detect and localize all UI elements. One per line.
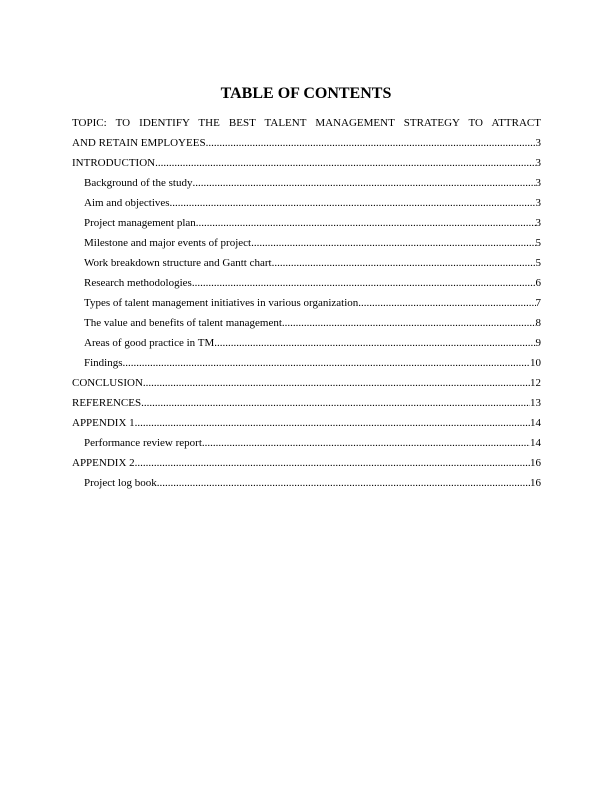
toc-page-number: 7 (535, 297, 541, 309)
toc-page-number: 3 (535, 157, 541, 169)
dot-leader (214, 336, 535, 351)
toc-page-number: 5 (535, 257, 541, 269)
toc-entry-label: Performance review report (84, 437, 202, 449)
toc-entry-milestone-and-major-events[interactable] (72, 236, 541, 251)
toc-page-number: 16 (530, 457, 541, 469)
toc-entry-label: Background of the study (84, 177, 193, 189)
toc-entry-introduction[interactable] (72, 156, 541, 171)
toc-entry-label: Milestone and major events of project (84, 237, 252, 249)
toc-entry-label: Project management plan (84, 217, 196, 229)
dot-leader (135, 456, 530, 471)
dot-leader (282, 316, 536, 331)
toc-entry-label: The value and benefits of talent management (84, 317, 282, 329)
toc-page-number: 9 (535, 337, 541, 349)
toc-entry-label: Project log book (84, 477, 157, 489)
toc-entry-background-of-the-study[interactable] (72, 176, 541, 191)
toc-page-number: 12 (530, 377, 541, 389)
toc-entry-and-retain-employees[interactable] (72, 136, 541, 151)
table-of-contents (72, 116, 541, 496)
toc-page-number: 8 (535, 317, 541, 329)
dot-leader (206, 136, 536, 151)
toc-page-number: 10 (530, 357, 541, 369)
toc-page-number: 14 (530, 437, 541, 449)
toc-entry-appendix-1[interactable] (72, 416, 541, 431)
toc-page-number: 14 (530, 417, 541, 429)
toc-page-number: 3 (535, 177, 541, 189)
toc-page-number: 16 (530, 477, 541, 489)
toc-entry-performance-review-report[interactable] (72, 436, 541, 451)
toc-entry-research-methodologies[interactable] (72, 276, 541, 291)
dot-leader (192, 176, 535, 191)
toc-entry-label: AND RETAIN EMPLOYEES (72, 137, 206, 149)
toc-page-number: 13 (530, 397, 541, 409)
toc-entry-label: Research methodologies (84, 277, 192, 289)
toc-entry-project-log-book[interactable] (72, 476, 541, 491)
toc-page-number: 3 (535, 137, 541, 149)
dot-leader (157, 476, 530, 491)
dot-leader (192, 276, 536, 291)
toc-entry-label: INTRODUCTION (72, 157, 156, 169)
toc-entry-conclusion[interactable] (72, 376, 541, 391)
toc-page-number: 3 (535, 217, 541, 229)
toc-entry-label: APPENDIX 2 (72, 457, 135, 469)
toc-title: TABLE OF CONTENTS (220, 85, 392, 102)
toc-page-number: 6 (535, 277, 541, 289)
dot-leader (358, 296, 535, 311)
toc-entry-label: Areas of good practice in TM (84, 337, 215, 349)
toc-page-number: 3 (535, 197, 541, 209)
toc-entry-label: REFERENCES (72, 397, 142, 409)
dot-leader (202, 436, 530, 451)
toc-entry-label: CONCLUSION (72, 377, 143, 389)
dot-leader (170, 196, 536, 211)
dot-leader (123, 356, 530, 371)
toc-page-number: 5 (535, 237, 541, 249)
toc-entry-aim-and-objectives[interactable] (72, 196, 541, 211)
toc-entry-work-breakdown-structure[interactable] (72, 256, 541, 271)
dot-leader (196, 216, 536, 231)
toc-entry-findings[interactable] (72, 356, 541, 371)
toc-entry-types-of-talent-management[interactable] (72, 296, 541, 311)
toc-entry-label: Work breakdown structure and Gantt chart (84, 257, 272, 269)
toc-entry-label: APPENDIX 1 (72, 417, 135, 429)
dot-leader (135, 416, 530, 431)
toc-entry-label: Aim and objectives (84, 197, 170, 209)
dot-leader (272, 256, 536, 271)
toc-entry-label: Findings (84, 357, 123, 369)
toc-topic-first-line[interactable]: TOPIC: TO IDENTIFY THE BEST TALENT MANAGEMENT STRATEGY TO ATTRACT (72, 117, 541, 129)
toc-entry-value-and-benefits[interactable] (72, 316, 541, 331)
toc-entry-areas-of-good-practice[interactable] (72, 336, 541, 351)
dot-leader (155, 156, 535, 171)
toc-entry-appendix-2[interactable] (72, 456, 541, 471)
dot-leader (251, 236, 535, 251)
toc-entry-project-management-plan[interactable] (72, 216, 541, 231)
dot-leader (143, 376, 530, 391)
toc-entry-label: Types of talent management initiatives in various organization (84, 297, 359, 309)
dot-leader (141, 396, 530, 411)
toc-entry-references[interactable] (72, 396, 541, 411)
